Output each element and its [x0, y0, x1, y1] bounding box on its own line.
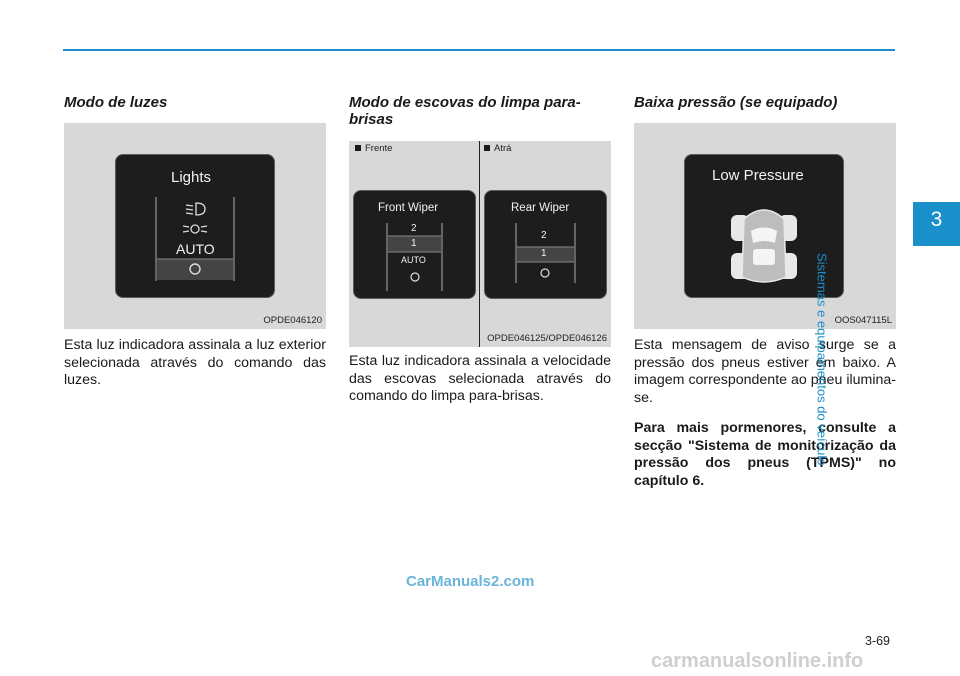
front-level-1: 1 [411, 238, 417, 249]
lights-screen-title: Lights [171, 169, 212, 186]
lights-level-graphic [116, 155, 274, 297]
lights-auto-level: AUTO [176, 241, 215, 257]
low-pressure-body-text: Esta mensagem de aviso surge se a pressão dos pneus estiver em baixo. A imagem correspondente ao pneu ilumina-se. [634, 337, 896, 406]
parking-light-icon [183, 225, 207, 233]
low-pressure-figure [634, 123, 896, 329]
low-pressure-title: Low Pressure [712, 167, 804, 184]
rear-wiper-screen [484, 190, 607, 299]
label-rear: Atrá [494, 143, 512, 154]
section-low-pressure [634, 94, 896, 111]
figure-code: OPDE046120 [263, 315, 322, 326]
watermark-carmanuals2: CarManuals2.com [406, 573, 535, 590]
wiper-body-text: Esta luz indicadora assinala a velocidade das escovas selecionada através do comando do limpa para-brisas. [349, 353, 611, 404]
front-level-auto: AUTO [401, 255, 426, 265]
rear-wiper-title: Rear Wiper [511, 202, 570, 214]
figure-divider [479, 141, 480, 347]
low-beam-icon [186, 203, 205, 215]
off-circle-icon [411, 273, 419, 281]
front-wiper-screen [353, 190, 476, 299]
watermark-carmanualsonline: carmanualsonline.info [651, 650, 864, 672]
section-wiper-mode [349, 94, 611, 128]
square-bullet-icon [484, 145, 490, 151]
top-rule [63, 49, 895, 51]
low-pressure-reference-text: Para mais pormenores, consulte a secção "Sistema de monitorização da pressão dos pneus (TPMS)" no capítulo 6. [634, 420, 896, 489]
figure-code: OOS047115L [834, 315, 892, 326]
square-bullet-icon [355, 145, 361, 151]
section-lights-mode [64, 94, 326, 111]
lights-figure [64, 123, 326, 329]
section-heading: Baixa pressão (se equipado) [634, 94, 838, 111]
rear-level-2: 2 [541, 230, 547, 241]
chapter-number: 3 [930, 208, 943, 231]
rear-level-1: 1 [541, 248, 547, 259]
section-heading: Modo de luzes [64, 94, 168, 111]
front-level-2: 2 [411, 223, 417, 234]
wiper-figure [349, 141, 611, 347]
page-number: 3-69 [864, 634, 890, 648]
off-circle-icon [541, 269, 549, 277]
figure-code: OPDE046125/OPDE046126 [487, 333, 607, 344]
chapter-label: Sistemas e equipamentos do veículo [814, 253, 830, 466]
section-heading: Modo de escovas do limpa para-brisas [349, 94, 581, 128]
lights-body-text: Esta luz indicadora assinala a luz exterior selecionada através do comando das luzes. [64, 337, 326, 388]
label-front: Frente [365, 143, 393, 154]
lights-screen [115, 154, 275, 298]
front-wiper-title: Front Wiper [378, 202, 439, 214]
